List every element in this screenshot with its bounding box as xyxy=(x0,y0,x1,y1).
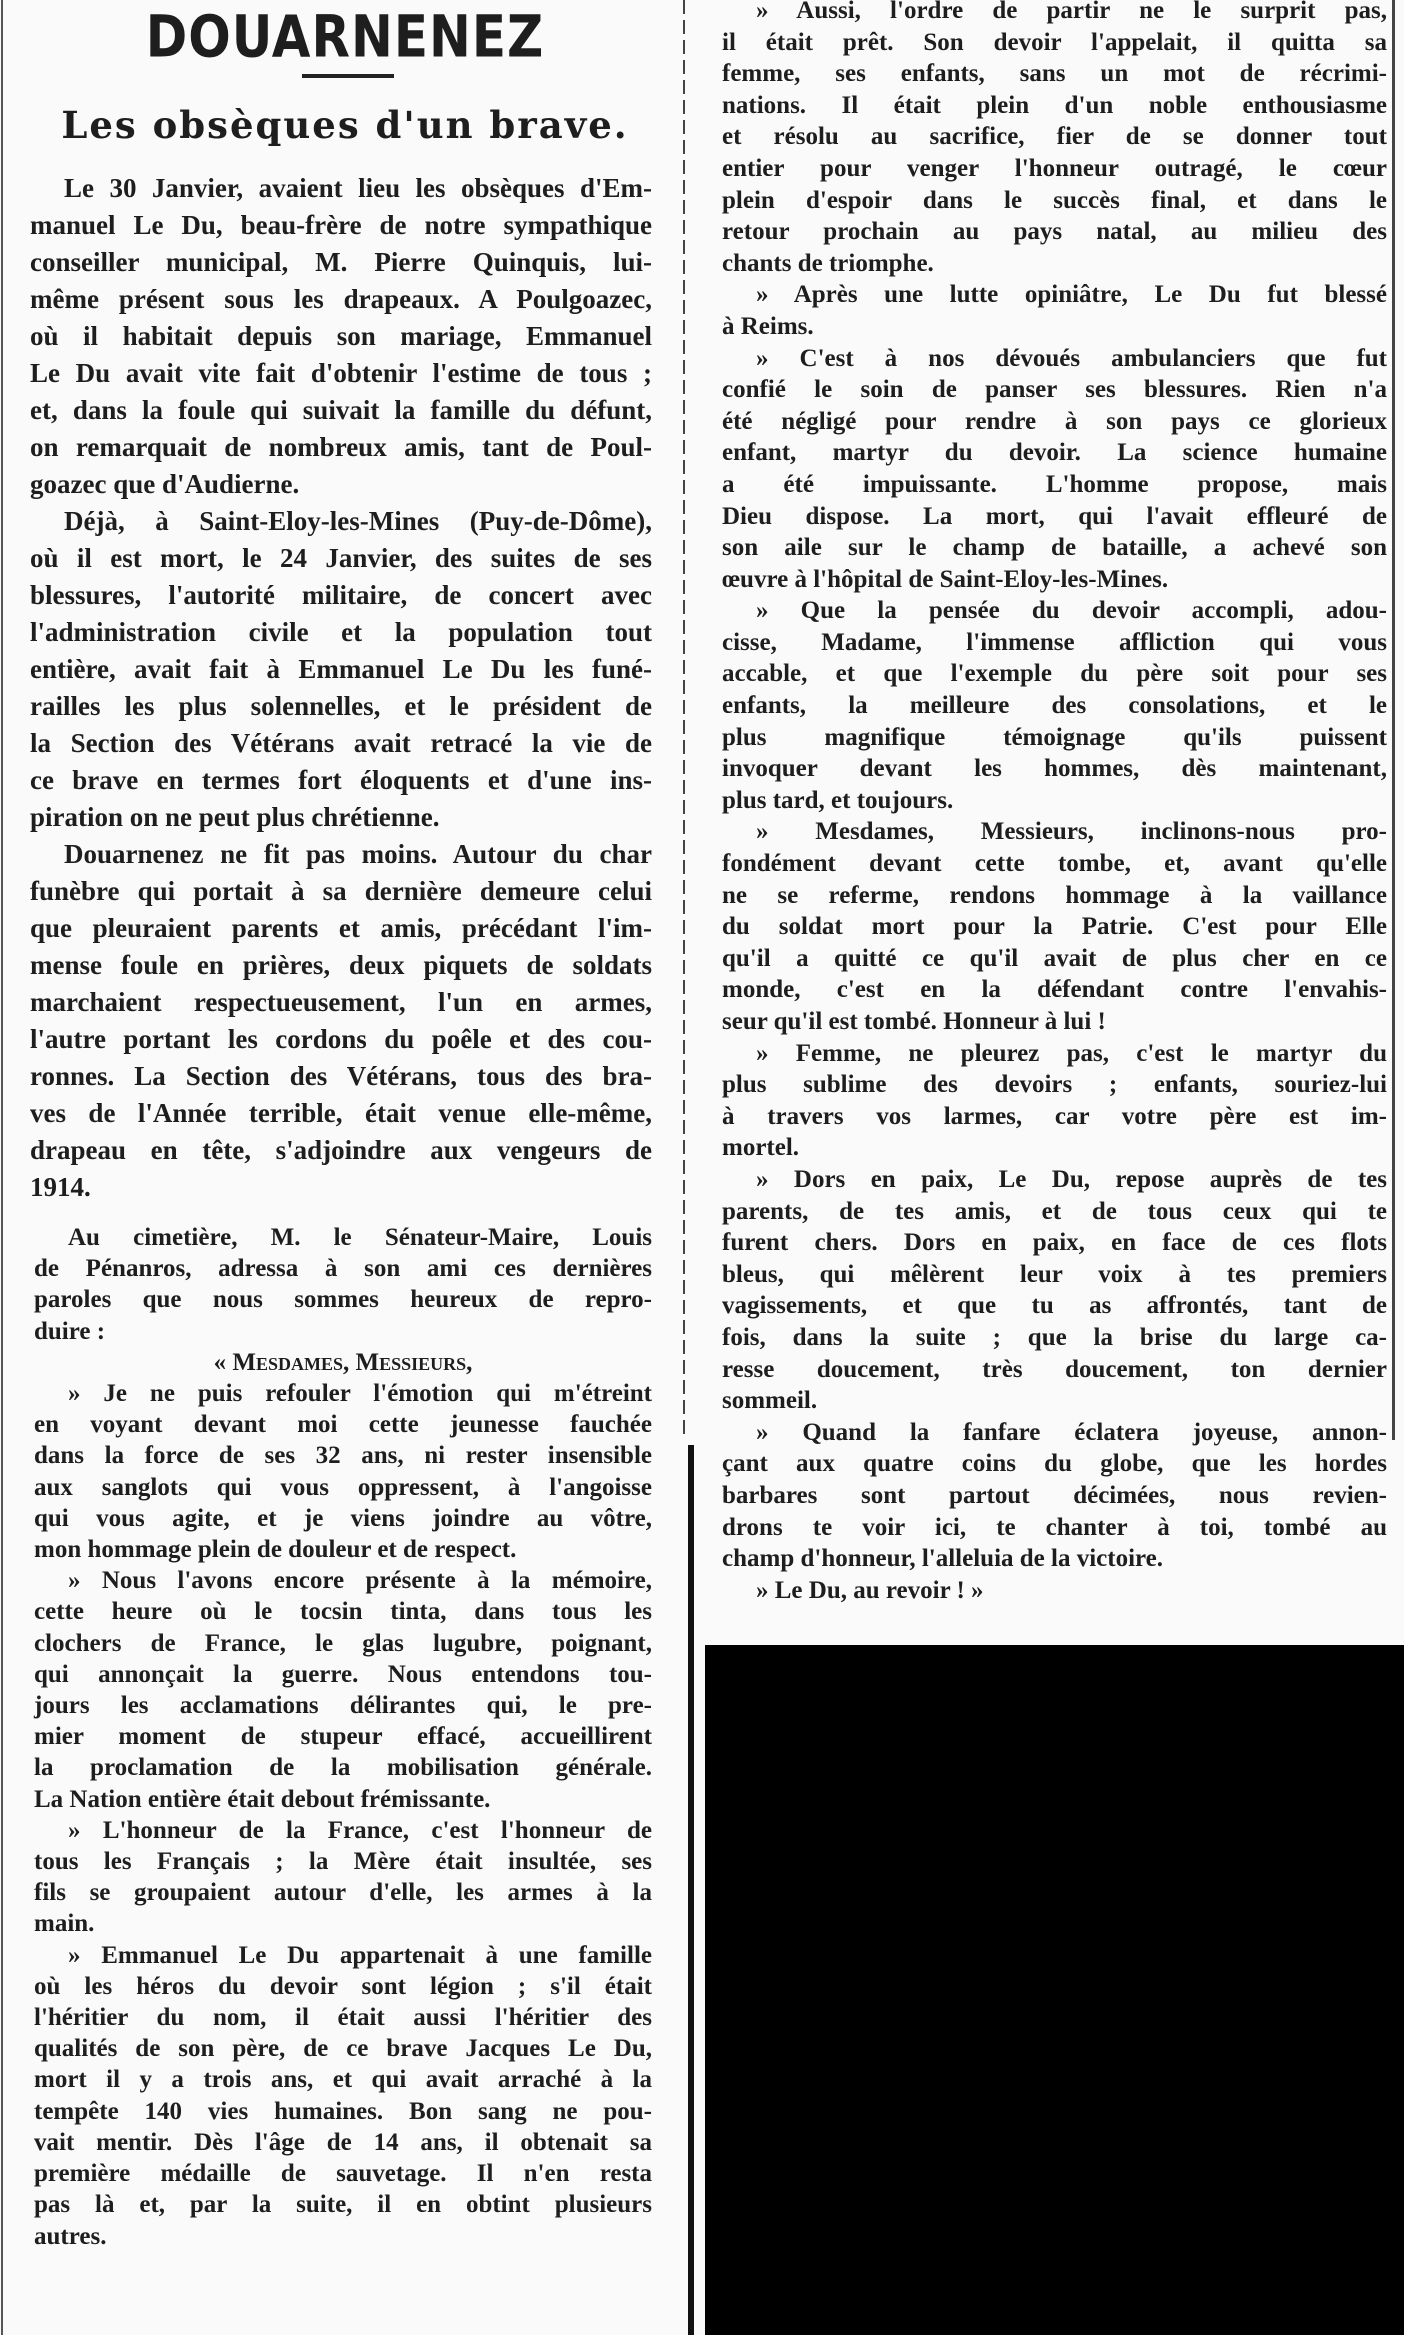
text-line: « Mesdames, Messieurs, xyxy=(213,1348,473,1376)
section-title: DOUARNENEZ xyxy=(145,3,545,71)
text-line: la proclamation de la mobilisation générale. xyxy=(34,1754,652,1782)
column-divider-lower xyxy=(688,1445,694,2335)
text-line: bleus, qui mêlèrent leur voix à tes premiers xyxy=(722,1260,1387,1288)
text-line: fondément devant cette tombe, et, avant qu'elle xyxy=(722,850,1387,878)
text-line: Le Du avait vite fait d'obtenir l'estime de tous ; xyxy=(30,358,652,388)
column-rule-left xyxy=(1,0,3,2335)
text-line: furent chers. Dors en paix, en face de ces flots xyxy=(722,1229,1387,1257)
paragraph xyxy=(722,816,1387,1037)
paragraph xyxy=(30,170,652,503)
text-line: jours les acclamations délirantes qui, le pre- xyxy=(34,1692,652,1720)
text-line: première médaille de sauvetage. Il n'en resta xyxy=(34,2160,652,2188)
text-line: l'autre portant les cordons du poêle et des cou- xyxy=(30,1024,652,1054)
text-line: l'héritier du nom, il était aussi l'héritier des xyxy=(34,2004,652,2032)
text-line: enfants, la meilleure des consolations, et le xyxy=(722,692,1387,720)
paragraph xyxy=(34,1815,652,1940)
text-line: enfant, martyr du devoir. La science humaine xyxy=(722,439,1387,467)
text-line: barbares sont partout décimées, nous revien- xyxy=(722,1481,1387,1509)
paragraph xyxy=(34,1378,652,1565)
text-line: plus sublime des devoirs ; enfants, souriez-lui xyxy=(722,1071,1387,1099)
column-divider xyxy=(683,0,685,1440)
text-line: 1914. xyxy=(30,1172,91,1202)
paragraph xyxy=(722,595,1387,816)
text-line: autres. xyxy=(34,2222,107,2250)
paragraph xyxy=(30,503,652,836)
text-line: plus tard, et toujours. xyxy=(722,786,954,814)
text-line: » Aussi, l'ordre de partir ne le surprit pas, xyxy=(756,0,1387,24)
text-line: retour prochain au pays natal, au milieu des xyxy=(722,218,1387,246)
text-line: çant aux quatre coins du globe, que les hordes xyxy=(722,1450,1387,1478)
paragraph xyxy=(34,1565,652,1815)
text-line: monde, c'est en la défendant contre l'envahis- xyxy=(722,976,1387,1004)
text-line: » C'est à nos dévoués ambulanciers que fut xyxy=(756,344,1387,372)
paragraph xyxy=(722,1417,1387,1575)
blank-scan-area xyxy=(705,1645,1404,2335)
paragraph xyxy=(34,1222,652,1347)
left-column-top xyxy=(30,170,652,1206)
text-line: seur qu'il est tombé. Honneur à lui ! xyxy=(722,1008,1106,1035)
text-line: plus magnifique témoignage qu'ils puissent xyxy=(722,723,1387,751)
text-line: » Mesdames, Messieurs, inclinons-nous pro- xyxy=(756,818,1387,846)
text-line: railles les plus solennelles, et le président de xyxy=(30,691,652,721)
text-line: accable, et que l'exemple du père soit pour ses xyxy=(722,660,1387,688)
text-line: piration on ne peut plus chrétienne. xyxy=(30,802,440,832)
text-line: pas là et, par la suite, il en obtint plusieurs xyxy=(34,2191,652,2219)
text-line: de Pénanros, adressa à son ami ces dernières xyxy=(34,1255,652,1283)
text-line: on remarquait de nombreux amis, tant de Poul- xyxy=(30,432,652,462)
text-line: mon hommage plein de douleur et de respect. xyxy=(34,1536,517,1564)
paragraph xyxy=(30,836,652,1206)
text-line: qui annonçait la guerre. Nous entendons tou- xyxy=(34,1660,652,1688)
text-line: manuel Le Du, beau-frère de notre sympathique xyxy=(30,210,652,240)
text-line: il était prêt. Son devoir l'appelait, il quitta sa xyxy=(722,28,1387,56)
text-line: vagissements, et que tu as affrontés, tant de xyxy=(722,1292,1387,1320)
right-column xyxy=(722,0,1387,1606)
text-line: œuvre à l'hôpital de Saint-Eloy-les-Mines. xyxy=(722,565,1169,593)
text-line: conseiller municipal, M. Pierre Quinquis, lui- xyxy=(30,247,652,277)
text-line: qui vous agite, et je viens joindre au vôtre, xyxy=(34,1504,652,1532)
text-line: confié le soin de panser ses blessures. Rien n'a xyxy=(722,376,1387,404)
text-line: blessures, l'autorité militaire, de concert avec xyxy=(30,580,652,610)
text-line: tous les Français ; la Mère était insultée, ses xyxy=(34,1848,652,1876)
text-line: ronnes. La Section des Vétérans, tous des bra- xyxy=(30,1061,652,1091)
text-line: » Que la pensée du devoir accompli, adou- xyxy=(756,597,1387,625)
text-line: funèbre qui portait à sa dernière demeure celui xyxy=(30,876,652,906)
text-line: » Emmanuel Le Du appartenait à une famille xyxy=(68,1941,652,1969)
text-line: mier moment de stupeur effacé, accueillirent xyxy=(34,1723,652,1751)
text-line: » Le Du, au revoir ! » xyxy=(756,1576,984,1604)
text-line: paroles que nous sommes heureux de repro- xyxy=(34,1286,652,1314)
text-line: a été impuissante. L'homme propose, mais xyxy=(722,470,1387,498)
text-line: resse doucement, très doucement, ton dernier xyxy=(722,1355,1387,1383)
left-column-bottom xyxy=(34,1222,652,2252)
text-line: goazec que d'Audierne. xyxy=(30,469,300,499)
text-line: mense foule en prières, deux piquets de soldats xyxy=(30,950,652,980)
text-line: entière, avait fait à Emmanuel Le Du les funé- xyxy=(30,654,652,684)
paragraph xyxy=(34,1940,652,2252)
text-line: La Nation entière était debout frémissante. xyxy=(34,1785,491,1813)
text-line: mortel. xyxy=(722,1134,800,1162)
text-line: mort il y a trois ans, et qui avait arraché à la xyxy=(34,2066,652,2094)
text-line: où il est mort, le 24 Janvier, des suites de ses xyxy=(30,543,652,573)
text-line: où il habitait depuis son mariage, Emmanuel xyxy=(30,321,652,351)
text-line: parents, de tes amis, et de tous ceux qui te xyxy=(722,1197,1387,1225)
text-line: fois, dans la suite ; que la brise du large ca- xyxy=(722,1323,1387,1351)
text-line: ne se referme, rendons hommage à la vaillance xyxy=(722,881,1387,909)
text-line: en voyant devant moi cette jeunesse fauchée xyxy=(34,1411,652,1439)
text-line: fils se groupaient autour d'elle, les armes à la xyxy=(34,1879,652,1907)
text-line: Le 30 Janvier, avaient lieu les obsèques d'Em- xyxy=(64,173,652,203)
text-line: femme, ses enfants, sans un mot de récrimi- xyxy=(722,60,1387,88)
text-line: » L'honneur de la France, c'est l'honneur de xyxy=(68,1816,652,1844)
text-line: cette heure où le tocsin tinta, dans tous les xyxy=(34,1598,652,1626)
text-line: dans la force de ses 32 ans, ni rester insensible xyxy=(34,1442,652,1470)
text-line: cisse, Madame, l'immense affliction qui vous xyxy=(722,628,1387,656)
text-line: Douarnenez ne fit pas moins. Autour du char xyxy=(64,839,652,869)
paragraph xyxy=(722,1038,1387,1164)
column-rule-right xyxy=(1392,0,1395,1440)
text-line: nations. Il était plein d'un noble enthousiasme xyxy=(722,91,1387,119)
text-line: marchaient respectueusement, l'un en armes, xyxy=(30,987,652,1017)
text-line: tempête 140 vies humaines. Bon sang ne pou- xyxy=(34,2097,652,2125)
text-line: été négligé pour rendre à son pays ce glorieux xyxy=(722,407,1387,435)
text-line: ce brave en termes fort éloquents et d'une ins- xyxy=(30,765,652,795)
text-line: aux sanglots qui vous oppressent, à l'angoisse xyxy=(34,1473,652,1501)
text-line: » Femme, ne pleurez pas, c'est le martyr du xyxy=(756,1039,1387,1067)
text-line: qualités de son père, de ce brave Jacques Le Du, xyxy=(34,2035,652,2063)
text-line: duire : xyxy=(34,1317,106,1345)
text-line: drons te voir ici, te chanter à toi, tombé au xyxy=(722,1513,1387,1541)
text-line: que pleuraient parents et amis, précédant l'im- xyxy=(30,913,652,943)
paragraph xyxy=(722,1164,1387,1417)
text-line: à Reims. xyxy=(722,312,814,340)
text-line: main. xyxy=(34,1910,95,1938)
paragraph xyxy=(722,343,1387,596)
text-line: Au cimetière, M. le Sénateur-Maire, Louis xyxy=(68,1224,652,1251)
text-line: l'administration civile et la population tout xyxy=(30,617,652,647)
text-line: » Je ne puis refouler l'émotion qui m'étreint xyxy=(68,1380,652,1408)
text-line: entier pour venger l'honneur outragé, le cœur xyxy=(722,154,1387,182)
text-line: Déjà, à Saint-Eloy-les-Mines (Puy-de-Dôme), xyxy=(64,506,652,536)
article-headline: Les obsèques d'un brave. xyxy=(61,103,629,147)
title-rule xyxy=(302,74,394,78)
text-line: » Dors en paix, Le Du, repose auprès de tes xyxy=(756,1165,1387,1193)
text-line: champ d'honneur, l'alleluia de la victoire. xyxy=(722,1545,1164,1573)
text-line: où les héros du devoir sont légion ; s'il était xyxy=(34,1972,652,2000)
paragraph xyxy=(722,1575,1387,1607)
paragraph xyxy=(722,279,1387,342)
text-line: sommeil. xyxy=(722,1387,818,1415)
text-line: vait mentir. Dès l'âge de 14 ans, il obtenait sa xyxy=(34,2128,652,2156)
text-line: drapeau en tête, s'adjoindre aux vengeurs de xyxy=(30,1135,652,1165)
text-line: Dieu dispose. La mort, qui l'avait effleuré de xyxy=(722,502,1387,530)
text-line: et, dans la foule qui suivait la famille du défunt, xyxy=(30,395,652,425)
text-line: à travers vos larmes, car votre père est im- xyxy=(722,1102,1387,1130)
text-line: » Quand la fanfare éclatera joyeuse, annon- xyxy=(756,1418,1387,1446)
text-line: du soldat mort pour la Patrie. C'est pour Elle xyxy=(722,913,1387,941)
text-line: clochers de France, le glas lugubre, poignant, xyxy=(34,1629,652,1657)
text-line: chants de triomphe. xyxy=(722,249,934,277)
text-line: plein d'espoir dans le succès final, et dans le xyxy=(722,186,1387,214)
text-line: même présent sous les drapeaux. A Poulgoazec, xyxy=(30,284,652,314)
text-line: la Section des Vétérans avait retracé la vie de xyxy=(30,728,652,758)
text-line: » Nous l'avons encore présente à la mémoire, xyxy=(68,1567,652,1595)
paragraph xyxy=(34,1347,652,1378)
paragraph xyxy=(722,0,1387,279)
text-line: ves de l'Année terrible, était venue elle-même, xyxy=(30,1098,652,1128)
text-line: invoquer devant les hommes, dès maintenant, xyxy=(722,755,1387,783)
text-line: qu'il a quitté ce qu'il avait de plus cher en ce xyxy=(722,944,1387,972)
text-line: son aile sur le champ de bataille, a achevé son xyxy=(722,534,1387,562)
text-line: » Après une lutte opiniâtre, Le Du fut blessé xyxy=(756,281,1387,309)
text-line: et résolu au sacrifice, fier de se donner tout xyxy=(722,123,1387,151)
